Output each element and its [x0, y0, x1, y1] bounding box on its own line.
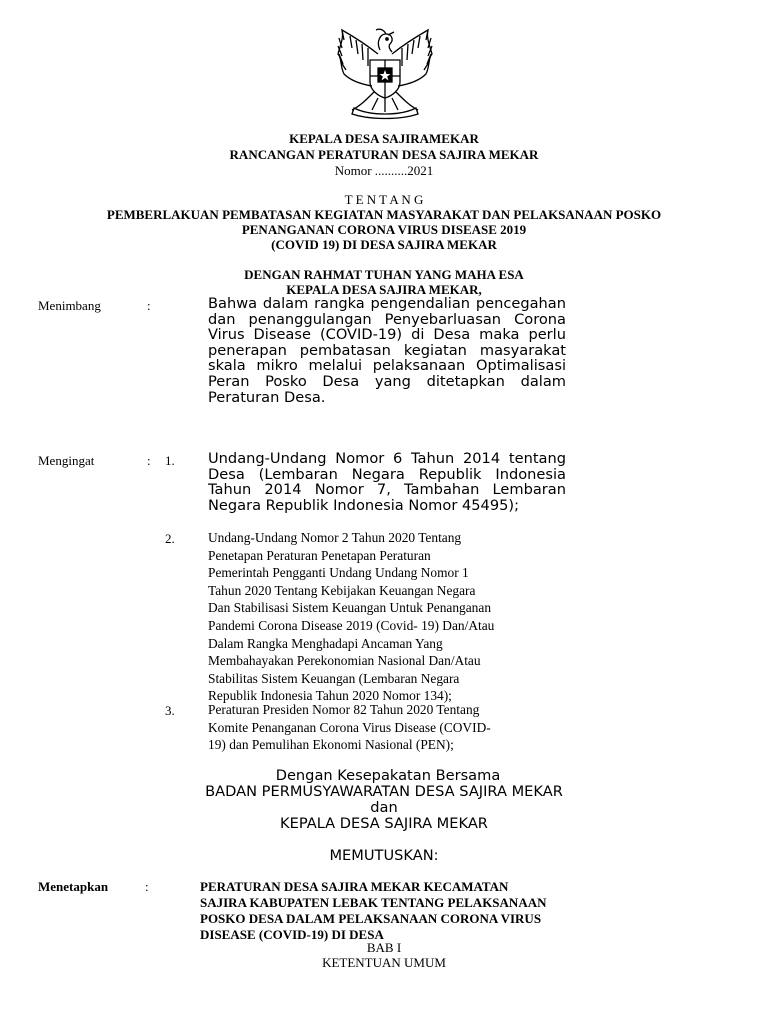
- header-office: KEPALA DESA SAJIRAMEKAR: [289, 131, 479, 146]
- menimbang-colon: :: [147, 298, 151, 313]
- menetapkan-text: [200, 879, 620, 943]
- text-line: Pandemi Corona Disease 2019 (Covid- 19) Dan/Atau: [208, 617, 495, 633]
- text-line: SAJIRA KABUPATEN LEBAK TENTANG PELAKSANAAN: [200, 895, 547, 910]
- menetapkan-colon: :: [145, 879, 149, 894]
- text-line: Pemerintah Pengganti Undang Undang Nomor 1: [208, 565, 469, 581]
- text-line: Peraturan Presiden Nomor 82 Tahun 2020 Tentang: [208, 702, 480, 717]
- text-line: 19) dan Pemulihan Ekonomi Nasional (PEN);: [208, 737, 454, 753]
- mengingat-item-number: 1.: [165, 453, 175, 468]
- mengingat-item-text: [208, 529, 568, 705]
- bab-title: KETENTUAN UMUM: [322, 955, 446, 970]
- mengingat-item-number: 3.: [165, 703, 175, 718]
- header-draft-title: RANCANGAN PERATURAN DESA SAJIRA MEKAR: [229, 147, 539, 162]
- kesepakatan-and: dan: [370, 799, 398, 816]
- kesepakatan-kepala-desa: KEPALA DESA SAJIRA MEKAR: [280, 815, 488, 832]
- header-tentang: T E N T A N G: [344, 192, 424, 207]
- text-line: Dan Stabilisasi Sistem Keuangan Untuk Penanganan: [208, 600, 492, 616]
- regulation-title-line2: PENANGANAN CORONA VIRUS DISEASE 2019: [241, 222, 527, 237]
- menetapkan-label: Menetapkan: [38, 879, 109, 894]
- text-line: Dalam Rangka Menghadapi Ancaman Yang: [208, 635, 443, 651]
- text-line: Komite Penanganan Corona Virus Disease (COVID-: [208, 719, 491, 735]
- mengingat-label: Mengingat: [38, 453, 95, 468]
- regulation-title-line1: PEMBERLAKUAN PEMBATASAN KEGIATAN MASYARAKAT DAN PELAKSANAAN POSKO: [106, 207, 662, 222]
- text-line: Tahun 2020 Tentang Kebijakan Keuangan Negara: [208, 582, 476, 598]
- text-line: PERATURAN DESA SAJIRA MEKAR KECAMATAN: [200, 879, 509, 894]
- text-line: POSKO DESA DALAM PELAKSANAAN CORONA VIRUS: [200, 911, 542, 926]
- menimbang-text: Bahwa dalam rangka pengendalian pencegahan dan penanggulangan Penyebarluasan Corona Virus Disease (COVID-19) di Desa maka perlu penerapan pembatasan kegiatan masyarakat skala mikro melalui pelaksanaan Optimalisasi Peran Posko Desa yang ditetapkan dalam Peraturan Desa.: [208, 295, 566, 406]
- rahmat-line1: DENGAN RAHMAT TUHAN YANG MAHA ESA: [244, 267, 524, 282]
- mengingat-item-text: [208, 701, 568, 754]
- text-line: Penetapan Peraturan Penetapan Peraturan: [208, 547, 431, 563]
- memutuskan-heading: MEMUTUSKAN:: [329, 847, 439, 864]
- text-line: Republik Indonesia Tahun 2020 Nomor 134);: [208, 688, 452, 704]
- regulation-title-line3: (COVID 19) DI DESA SAJIRA MEKAR: [271, 237, 497, 252]
- mengingat-item-text: Undang-Undang Nomor 6 Tahun 2014 tentang Desa (Lembaran Negara Republik Indonesia Tahun 2014 Nomor 7, Tambahan Lembaran Negara Republik Indonesia Nomor 45495);: [208, 450, 566, 514]
- bab-number: BAB I: [366, 940, 402, 955]
- header-nomor: Nomor ..........2021: [334, 163, 434, 178]
- text-line: Stabilitas Sistem Keuangan (Lembaran Negara: [208, 670, 460, 686]
- text-line: Membahayakan Perekonomian Nasional Dan/Atau: [208, 653, 481, 669]
- garuda-emblem-icon: [330, 24, 440, 120]
- kesepakatan-line1: Dengan Kesepakatan Bersama: [275, 767, 501, 784]
- kesepakatan-bpd: BADAN PERMUSYAWARATAN DESA SAJIRA MEKAR: [205, 783, 563, 800]
- mengingat-item-number: 2.: [165, 531, 175, 546]
- text-line: DISEASE (COVID-19) DI DESA: [200, 927, 384, 942]
- mengingat-colon: :: [147, 453, 151, 468]
- text-line: Undang-Undang Nomor 2 Tahun 2020 Tentang: [208, 530, 462, 545]
- menimbang-label: Menimbang: [38, 298, 101, 313]
- rahmat-line2: KEPALA DESA SAJIRA MEKAR,: [286, 282, 482, 297]
